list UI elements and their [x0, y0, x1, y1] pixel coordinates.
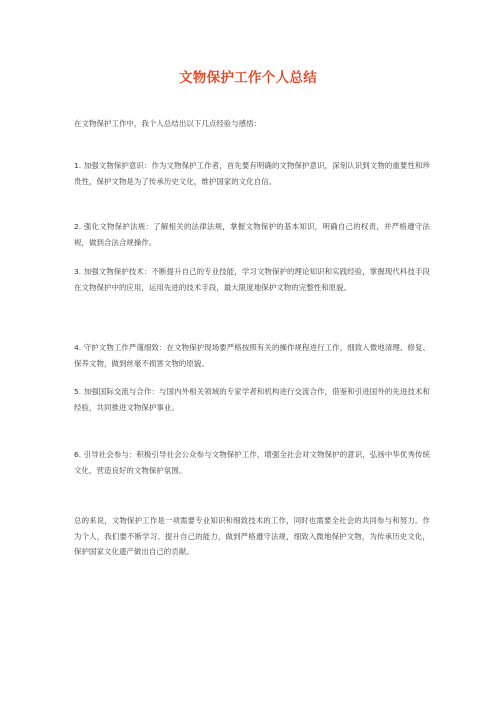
- point-paragraph-5: 5. 加强国际交流与合作：与国内外相关领域的专家学者和机构进行交流合作，借鉴和引进国外的先进技术和经验，共同推进文物保护事业。: [74, 387, 430, 412]
- document-title: 文物保护工作个人总结: [179, 70, 317, 86]
- point-paragraph-3: 3. 加强文物保护技术：不断提升自己的专业技能，学习文物保护的理论知识和实践经验，掌握现代科技手段在文物保护中的应用，运用先进的技术手段，最大限度地保护文物的完整性和原貌。: [74, 267, 430, 292]
- point-paragraph-1: 1. 加强文物保护意识：作为文物保护工作者，首先要有明确的文物保护意识，深刻认识到文物的重要性和珍贵性，保护文物是为了传承历史文化，维护国家的文化自信。: [74, 161, 430, 186]
- point-paragraph-4: 4. 守护文物工作严谨细致：在文物保护现场要严格按照有关的操作规程进行工作，细致入微地清理、修复、保养文物，做到丝毫不损害文物的原貌。: [74, 343, 430, 368]
- summary-paragraph: 总的来说，文物保护工作是一项需要专业知识和细致技术的工作，同时也需要全社会的共同参与和努力。作为个人，我们要不断学习、提升自己的能力，做到严格遵守法规，细致入微地保护文物，为传承历史文化，保护国家文化遗产做出自己的贡献。: [74, 516, 430, 556]
- point-paragraph-6: 6. 引导社会参与：积极引导社会公众参与文物保护工作，增强全社会对文物保护的意识，弘扬中华优秀传统文化，营造良好的文物保护氛围。: [74, 450, 430, 475]
- point-paragraph-2: 2. 强化文物保护法规：了解相关的法律法规，掌握文物保护的基本知识，明确自己的权责，并严格遵守法规，做到合法合规操作。: [74, 222, 430, 247]
- intro-paragraph: 在文物保护工作中，我个人总结出以下几点经验与感悟：: [74, 119, 262, 128]
